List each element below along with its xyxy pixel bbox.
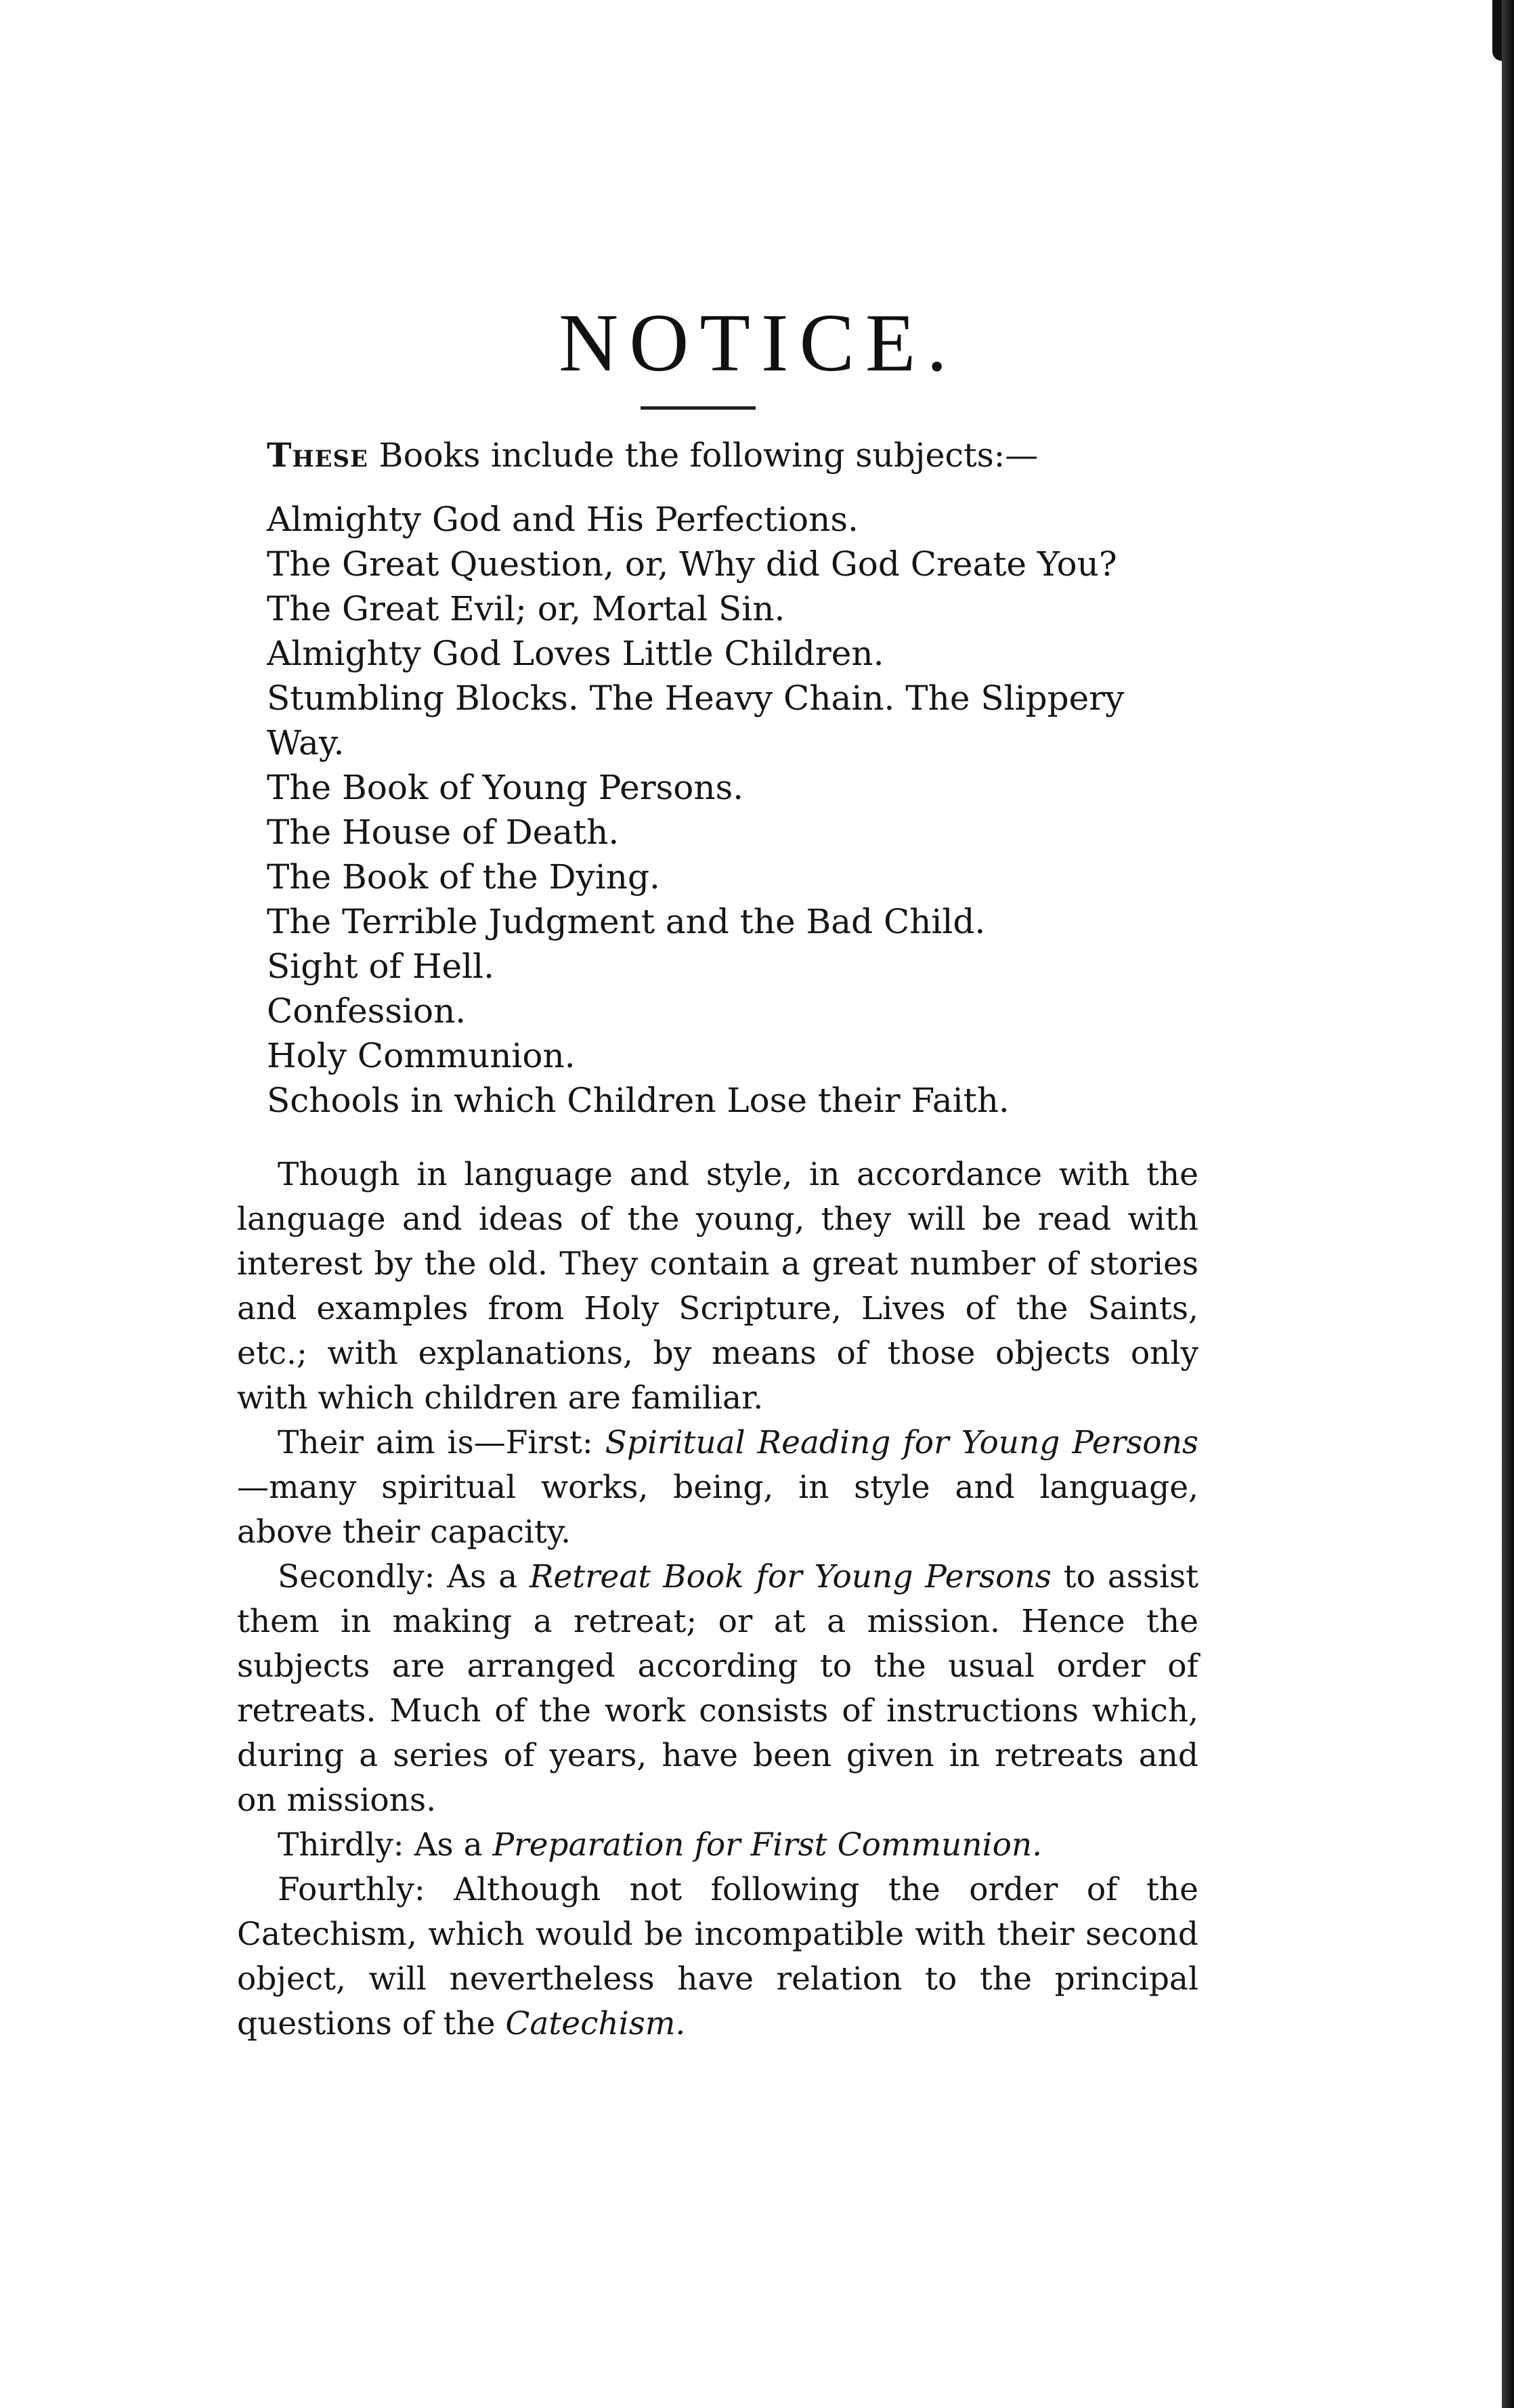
paragraph-text: to assist them in making a retreat; or at a mission. Hence the subjects are arranged according to the usual order of retreats. Much of the work consists of instructions which, during a series of years, have been given in retreats and on missions. (237, 1558, 1199, 1820)
paragraph-text: —many spiritual works, being, in style and language, above their capacity. (237, 1469, 1198, 1551)
notice-page (237, 298, 1198, 2046)
subject-list (237, 497, 1198, 1123)
paragraph-text: Thirdly: As a (278, 1826, 493, 1864)
list-item: Schools in which Children Lose their Faith. (267, 1081, 1010, 1121)
intro-text: Books include the following subjects:— (368, 436, 1039, 475)
paragraph-third-aim (237, 1823, 1198, 1868)
title-rule (641, 406, 756, 410)
list-item: Confession. (267, 991, 467, 1031)
list-item: The Great Question, or, Why did God Create You? (267, 544, 1117, 584)
list-item: Almighty God and His Perfections. (267, 500, 859, 540)
paragraph-overview: Though in language and style, in accordance with the language and ideas of the young, they will be read with interest by the old. They contain a great number of stories and examples from Holy Scripture, Lives of the Saints, etc.; with explanations, by means of those objects only with which children are familiar. (237, 1156, 1198, 1417)
list-item: Almighty God Loves Little Children. (267, 634, 884, 674)
list-item: The Book of Young Persons. (267, 768, 744, 808)
list-item: Holy Communion. (267, 1036, 576, 1076)
italic-title: Preparation for First Communion. (492, 1826, 1043, 1864)
scan-page-corner (1492, 0, 1502, 61)
scan-page-edge (1502, 0, 1514, 2408)
list-item: Sight of Hell. (267, 947, 495, 987)
paragraph-second-aim (237, 1555, 1198, 1823)
list-item: Stumbling Blocks. The Heavy Chain. The Slippery Way. (267, 679, 1125, 763)
list-item: The Great Evil; or, Mortal Sin. (267, 589, 785, 629)
list-item: The Terrible Judgment and the Bad Child. (267, 902, 986, 942)
paragraph-text: Secondly: As a (278, 1558, 529, 1596)
paragraph-first-aim (237, 1421, 1198, 1555)
description-body (237, 1153, 1198, 2046)
intro-lead-word: These (267, 435, 368, 475)
italic-title: Catechism. (505, 2005, 686, 2043)
intro-line (267, 433, 1198, 478)
italic-title: Spiritual Reading for Young Persons (605, 1424, 1198, 1462)
list-item: The Book of the Dying. (267, 857, 660, 897)
list-item: The House of Death. (267, 813, 620, 853)
page-title: NOTICE. (559, 297, 958, 389)
paragraph-text: Their aim is—First: (278, 1424, 605, 1462)
italic-title: Retreat Book for Young Persons (529, 1558, 1052, 1596)
paragraph-text: Fourthly: Although not following the order of the Catechism, which would be incompatible with their second object, will nevertheless have relation to the principal questions of the (237, 1871, 1198, 2043)
paragraph-fourth-aim (237, 1868, 1198, 2046)
